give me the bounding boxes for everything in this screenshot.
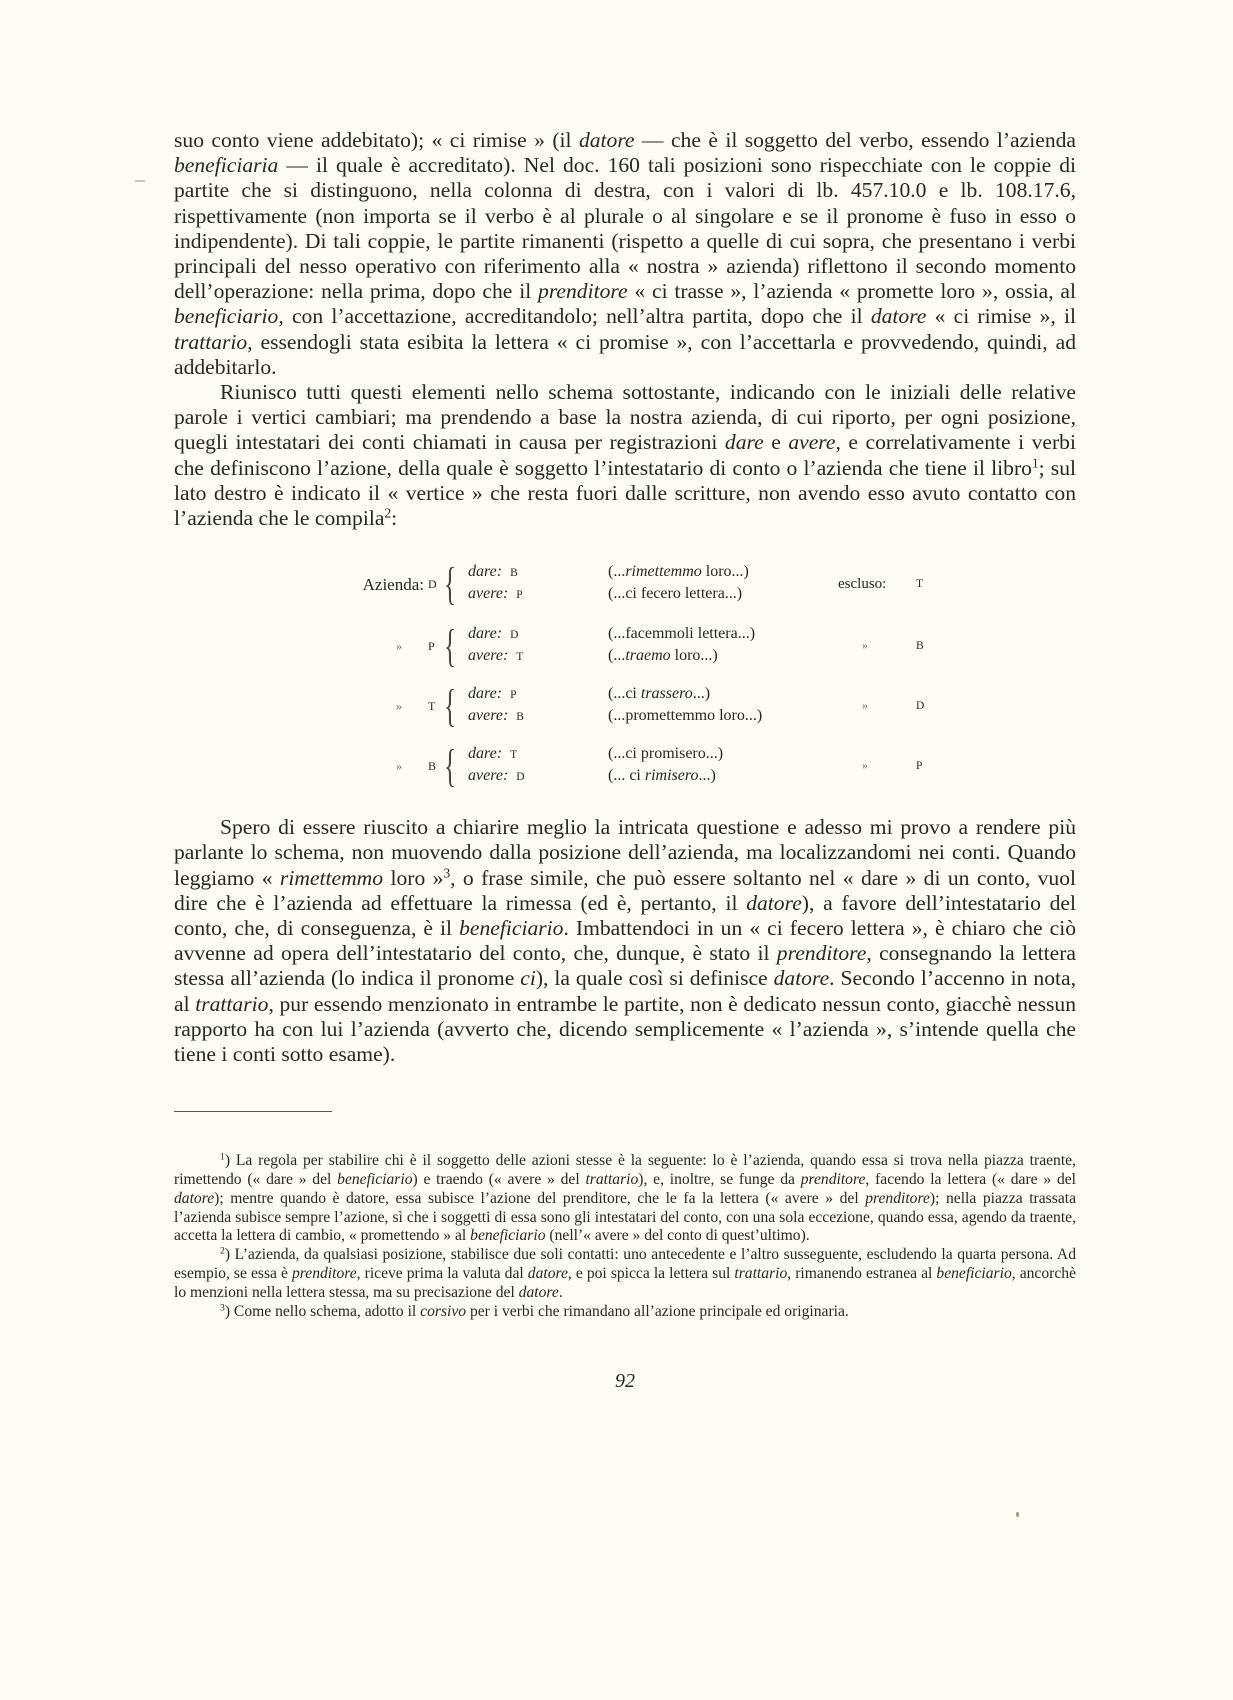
footnote-ref: 1 bbox=[1031, 455, 1039, 471]
text-run: ; sul lato destro è indicato il « vertice » che resta fuori dalle scritture, non avendo esso avuto contatto con l’azienda che le compila bbox=[174, 455, 1076, 531]
text-run: (... ci bbox=[608, 767, 645, 785]
text-run: ), e, inoltre, se funge da bbox=[638, 1171, 801, 1189]
italic-term: beneficiario bbox=[174, 304, 279, 329]
brace: { bbox=[444, 620, 457, 672]
footnote-marker: $^3$) bbox=[220, 1302, 231, 1320]
text-run: , facendo la lettera (« dare » del bbox=[865, 1171, 1076, 1189]
avere-verb bbox=[608, 767, 716, 785]
text-run: . Imbattendoci in un « ci fecero lettera », è chiaro che ciò avvenne ad opera dell’intestatario del conto, che, dunque, è stato il bbox=[174, 916, 1076, 966]
paper-speck bbox=[1016, 1512, 1019, 1517]
dare-side-label bbox=[468, 685, 517, 703]
italic-term: beneficiario bbox=[459, 916, 564, 941]
text-run: , rimanendo estranea al bbox=[787, 1265, 937, 1283]
italic-term: datore bbox=[870, 304, 927, 329]
text-run: , consegnando la lettera stessa all’azienda (lo indica il pronome bbox=[174, 941, 1076, 991]
italic-term: trattario bbox=[734, 1265, 788, 1283]
italic-term: datore bbox=[527, 1265, 568, 1283]
text-run: La regola per stabilire chi è il soggetto delle azioni stesse è la seguente: lo è l’azienda, quando essa si trova nella piazza traente, rimettendo (« dare » del bbox=[174, 1152, 1076, 1189]
text-run: (...promettemmo loro...) bbox=[608, 707, 763, 725]
paper-mark bbox=[135, 180, 145, 182]
paragraph bbox=[174, 380, 1076, 531]
position-code: P bbox=[428, 639, 436, 654]
dare-verb bbox=[608, 625, 755, 643]
paragraph bbox=[174, 128, 1076, 380]
position-code: D bbox=[428, 577, 438, 592]
text-run: : bbox=[391, 506, 398, 531]
italic-term: prenditore bbox=[538, 279, 628, 304]
dare-verb bbox=[608, 563, 749, 581]
ditto-mark: » bbox=[862, 698, 868, 713]
italic-term: datore bbox=[518, 1283, 559, 1301]
italic-term: trattario bbox=[195, 991, 269, 1016]
text-run: , e correlativamente i verbi che definiscono l’azione, della quale è soggetto l’intestatario di conto o l’azienda che tiene il libro bbox=[174, 430, 1076, 480]
text-run: — che è il soggetto del verbo, essendo l’azienda bbox=[634, 128, 1076, 152]
dare-side-label bbox=[468, 625, 519, 643]
side-label: avere: bbox=[468, 767, 509, 785]
text-run: , e poi spicca la lettera sul bbox=[567, 1265, 735, 1283]
text-run: (... bbox=[608, 563, 626, 581]
italic-term: prenditore bbox=[776, 941, 867, 966]
italic-term: datore bbox=[578, 128, 635, 152]
italic-term: datore bbox=[174, 1189, 215, 1207]
side-label: avere: bbox=[468, 707, 509, 725]
ditto-mark: » bbox=[396, 639, 402, 654]
schema-row bbox=[174, 680, 1076, 732]
text-run: Come nello schema, adotto il bbox=[230, 1302, 421, 1320]
italic-term: prenditore bbox=[291, 1265, 357, 1283]
text-run: ) e traendo (« avere » del bbox=[412, 1171, 586, 1189]
footnote-separator bbox=[174, 1111, 332, 1112]
text-run: suo conto viene addebitato); « ci rimise » (il bbox=[174, 128, 579, 152]
text-run: loro...) bbox=[670, 647, 718, 665]
italic-term: beneficiaria bbox=[174, 153, 279, 178]
schema-row bbox=[174, 558, 1076, 610]
excluded-code: B bbox=[916, 640, 924, 653]
text-run: ...) bbox=[698, 767, 716, 785]
excluded-label: escluso: bbox=[838, 576, 887, 593]
ditto-mark: » bbox=[862, 638, 868, 653]
ditto-mark: » bbox=[396, 759, 402, 774]
excluded-code: T bbox=[916, 578, 924, 591]
italic-term: beneficiario bbox=[337, 1171, 413, 1189]
ditto-mark: » bbox=[862, 758, 868, 773]
side-label: dare: bbox=[468, 745, 503, 763]
dare-side-label bbox=[468, 745, 518, 763]
text-run: L’azienda, da qualsiasi posizione, stabilisce due soli contatti: uno antecedente e l’altro susseguente, escludendo la quarta persona. Ad esempio, se essa è bbox=[174, 1246, 1076, 1283]
text-run: ...) bbox=[692, 685, 711, 703]
brace: { bbox=[444, 680, 457, 732]
account-code: B bbox=[510, 567, 519, 580]
text-run: Riunisco tutti questi elementi nello schema sottostante, indicando con le iniziali delle relative parole i vertici cambiari; ma prendendo a base la nostra azienda, di cui riporto, per ogni posizione, quegli intestatari dei conti chiamati in causa per registrazioni bbox=[174, 380, 1076, 455]
account-code: D bbox=[510, 629, 519, 642]
italic-term: ci bbox=[520, 966, 536, 991]
side-label: dare: bbox=[468, 685, 503, 703]
text-run: , riceve prima la valuta dal bbox=[356, 1265, 528, 1283]
avere-verb bbox=[608, 647, 718, 665]
text-run: , ancorchè lo menzioni nella lettera stessa, ma su precisazione del bbox=[174, 1265, 1076, 1301]
italic-term: trattario bbox=[585, 1171, 639, 1189]
italic-term: datore bbox=[773, 966, 830, 991]
text-run: « ci rimise », il bbox=[926, 304, 1076, 329]
text-run: ), a favore dell’intestatario del conto, che, di conseguenza, è il bbox=[174, 890, 1076, 941]
text-run: Spero di essere riuscito a chiarire meglio la intricata questione e adesso mi provo a rendere più parlante lo schema, non muovendo dalla posizione dell’azienda, ma localizzandomi nei conti. Quando leggiamo « bbox=[174, 815, 1076, 890]
italic-term: rimettemmo bbox=[279, 865, 384, 890]
paragraph bbox=[174, 815, 1076, 1067]
text-run: (...facemmoli lettera...) bbox=[608, 625, 756, 643]
schema-row bbox=[174, 620, 1076, 672]
footnote bbox=[174, 1152, 1076, 1246]
italic-term: beneficiario bbox=[470, 1227, 546, 1245]
account-code: T bbox=[516, 651, 524, 664]
document-page bbox=[174, 128, 1076, 1321]
side-label: avere: bbox=[468, 647, 509, 665]
schema-table bbox=[174, 558, 1076, 815]
side-label: dare: bbox=[468, 625, 503, 643]
text-run: . Secondo l’accenno in nota, al bbox=[174, 966, 1077, 1016]
dare-side-label bbox=[468, 563, 518, 581]
text-run: (...ci fecero lettera...) bbox=[608, 585, 743, 603]
text-run: ), la quale così si definisce bbox=[535, 966, 774, 991]
body-text-before-schema bbox=[174, 128, 1076, 531]
text-run: , pur essendo menzionato in entrambe le partite, non è dedicato nessun conto, giacchè nessun rapporto ha con lui l’azienda (avverto che, dicendo semplicemente « l’azienda », s’intende quella che tiene i conti sotto esame). bbox=[174, 991, 1076, 1067]
account-code: P bbox=[510, 689, 517, 702]
page-number: 92 bbox=[615, 1370, 635, 1392]
side-label: avere: bbox=[468, 585, 509, 603]
avere-side-label bbox=[468, 767, 525, 785]
footnote bbox=[174, 1303, 1076, 1322]
avere-verb bbox=[608, 707, 762, 725]
text-run: (... bbox=[608, 647, 626, 665]
text-run: loro...) bbox=[701, 563, 749, 581]
footnote-ref: 2 bbox=[384, 505, 392, 521]
brace: { bbox=[444, 558, 457, 610]
account-code: P bbox=[516, 589, 524, 602]
text-run: , o frase simile, che può essere soltanto nel « dare » di un conto, vuol dire che è l’azienda ad effettuare la rimessa (ed è, pertanto, il bbox=[174, 865, 1076, 915]
body-text-after-schema bbox=[174, 815, 1076, 1067]
italic-term: beneficiario bbox=[936, 1265, 1012, 1283]
text-run: — il quale è accreditato). Nel doc. 160 tali posizioni sono rispecchiate con le coppie di partite che si distinguono, nella colonna di destra, con i valori di lb. 457.10.0 e lb. 108.17.6, rispettivamente (non importa se il verbo è al plurale o al singolare e se il pronome è fuso in esso o indipendente). Di tali coppie, le partite rimanenti (rispetto a quelle di cui sopra, che presentano i verbi principali del nesso operativo con riferimento alla « nostra » azienda) riflettono il secondo momento dell’operazione: nella prima, dopo che il bbox=[174, 153, 1076, 304]
text-run: per i verbi che rimandano all’azione principale ed originaria. bbox=[466, 1302, 849, 1320]
italic-term: traemo bbox=[625, 647, 671, 665]
text-run: loro » bbox=[383, 865, 444, 890]
text-run: , essendogli stata esibita la lettera « ci promise », con l’accettarla e provvedendo, quindi, ad addebitarlo. bbox=[174, 329, 1076, 379]
schema-row bbox=[174, 740, 1076, 792]
account-code: B bbox=[516, 711, 525, 724]
excluded-code: P bbox=[916, 760, 923, 773]
text-run: e bbox=[763, 430, 789, 455]
italic-term: corsivo bbox=[420, 1302, 467, 1320]
text-run: , con l’accettazione, accreditandolo; nell’altra partita, dopo che il bbox=[278, 304, 871, 329]
italic-term: trattario bbox=[174, 329, 248, 354]
account-code: T bbox=[510, 749, 518, 762]
text-run: « ci trasse », l’azienda « promette loro », ossia, al bbox=[627, 279, 1076, 304]
text-run: (...ci promisero...) bbox=[608, 745, 724, 763]
footnotes bbox=[174, 1152, 1076, 1321]
italic-term: rimisero bbox=[644, 767, 699, 785]
account-code: D bbox=[516, 771, 526, 784]
italic-term: datore bbox=[746, 890, 802, 915]
italic-term: avere bbox=[788, 430, 836, 455]
text-run: (nell’« avere » del conto di quest’ultimo). bbox=[545, 1227, 810, 1245]
position-code: B bbox=[428, 759, 437, 774]
position-code: T bbox=[428, 699, 436, 714]
footnote-marker: $^2$) bbox=[220, 1245, 231, 1264]
italic-term: rimettemmo bbox=[625, 563, 702, 581]
italic-term: dare bbox=[724, 430, 764, 455]
text-run: . bbox=[558, 1283, 563, 1301]
footnote-ref: 3 bbox=[443, 865, 451, 881]
italic-term: prenditore bbox=[800, 1171, 866, 1189]
avere-verb bbox=[608, 585, 742, 603]
italic-term: trassero bbox=[640, 685, 693, 703]
text-run: ); mentre quando è datore, essa subisce l’azione del prenditore, che le fa la lettera (« avere » del bbox=[214, 1189, 866, 1207]
side-label: dare: bbox=[468, 563, 503, 581]
ditto-mark: » bbox=[396, 699, 402, 714]
avere-side-label bbox=[468, 585, 523, 603]
avere-side-label bbox=[468, 707, 524, 725]
text-run: (...ci bbox=[608, 685, 641, 703]
italic-term: prenditore bbox=[865, 1189, 930, 1207]
excluded-code: D bbox=[916, 700, 925, 713]
avere-side-label bbox=[468, 647, 524, 665]
dare-verb bbox=[608, 685, 710, 703]
dare-verb bbox=[608, 745, 723, 763]
brace: { bbox=[444, 740, 457, 792]
schema-row-label: Azienda: bbox=[362, 575, 424, 595]
footnote-marker: $^1$) bbox=[220, 1151, 231, 1170]
footnote bbox=[174, 1246, 1076, 1302]
text-run: ); nella piazza trassata l’azienda subisce sempre l’azione, sì che i soggetti di essa sono gli intestatari del conto, con una sola eccezione, quando essa, agendo da traente, accetta la lettera di cambio, « promettendo » al bbox=[174, 1189, 1076, 1245]
